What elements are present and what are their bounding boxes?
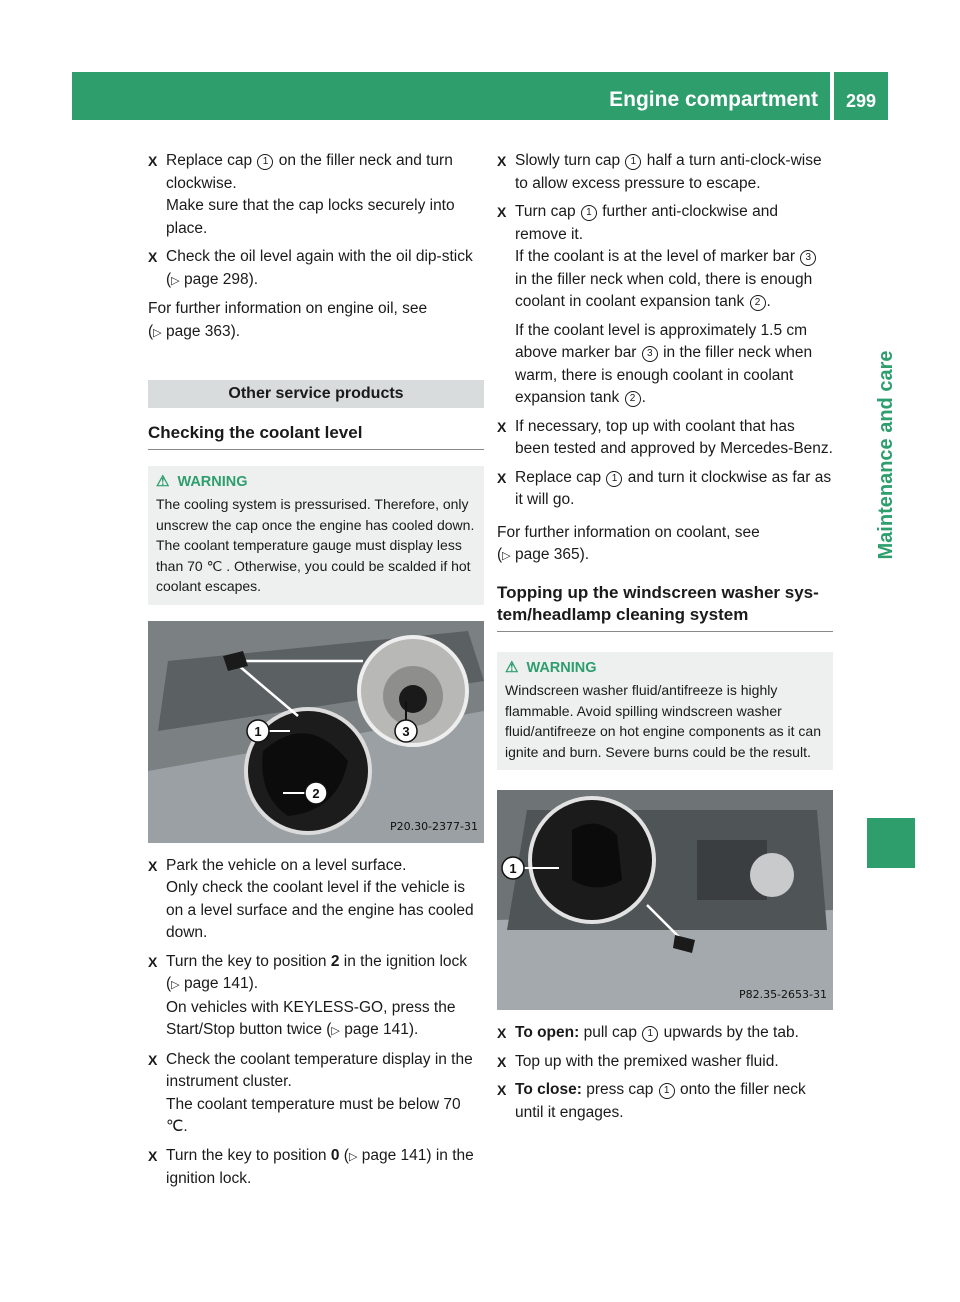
warning-box bbox=[497, 652, 833, 771]
coolant-photo bbox=[148, 621, 484, 843]
step-text: and turn it clockwise as far as it will go. bbox=[515, 468, 832, 508]
step-text: on the filler neck and turn clockwise. bbox=[166, 152, 453, 192]
step-text: onto the filler neck until it engages. bbox=[515, 1081, 806, 1121]
callout-1-icon: 1 bbox=[257, 154, 273, 170]
step-x-icon: X bbox=[148, 153, 158, 169]
step-replace-oil-cap bbox=[148, 150, 484, 240]
washer-photo bbox=[497, 790, 833, 1010]
photo-code: P20.30-2377-31 bbox=[389, 820, 478, 833]
step-x-icon: X bbox=[497, 204, 507, 220]
step-x-icon: X bbox=[497, 469, 507, 486]
step-open-washer-cap bbox=[497, 1022, 833, 1045]
coolant-photo-image bbox=[148, 621, 484, 843]
step-text: Check the oil level again with the oil dip-stick ( bbox=[166, 248, 473, 288]
step-text: Turn the key to position bbox=[166, 952, 331, 970]
step-check-oil bbox=[148, 246, 484, 292]
callout-3-icon: 3 bbox=[642, 346, 658, 362]
step-check-temperature bbox=[148, 1049, 484, 1139]
step-text: Check the coolant temperature display in the instrument cluster. bbox=[166, 1050, 473, 1090]
paragraph-text: For further information on coolant, see bbox=[497, 523, 760, 541]
step-x-icon: X bbox=[148, 1051, 158, 1068]
page-reference[interactable]: page 141) in the ignition lock. bbox=[166, 1146, 474, 1187]
step-x-icon: X bbox=[497, 1053, 507, 1070]
step-text: upwards by the tab. bbox=[659, 1024, 799, 1041]
step-detail: The coolant temperature must be below 70 ℃. bbox=[166, 1095, 461, 1135]
side-tab bbox=[848, 205, 900, 705]
page-number: 299 bbox=[845, 91, 877, 111]
step-detail: in the filler neck when warm, there is enough coolant in coolant expansion tank bbox=[515, 344, 813, 406]
warning-text: Windscreen washer fluid/antifreeze is highly flammable. Avoid spilling windscreen washer fluid/antifreeze on hot engine components as it can ignite and burn. Severe burns could be the result. bbox=[505, 682, 821, 760]
section-heading: Topping up the windscreen washer sys-tem/headlamp cleaning system bbox=[497, 582, 833, 632]
bar-heading: Other service products bbox=[148, 380, 484, 408]
step-text: further anti-clockwise and remove it. bbox=[515, 203, 778, 243]
step-text: Park the vehicle on a level surface. bbox=[166, 856, 407, 874]
step-text: Slowly turn cap bbox=[515, 152, 625, 169]
step-park-vehicle bbox=[148, 855, 484, 945]
step-top-up-washer bbox=[497, 1051, 833, 1074]
key-position: 2 bbox=[330, 952, 340, 970]
step-turn-cap-half bbox=[497, 150, 833, 195]
washer-photo-image bbox=[497, 790, 833, 1010]
step-turn-key-0 bbox=[148, 1145, 484, 1191]
step-remove-cap bbox=[497, 201, 833, 410]
page-ref-arrow-icon: ▷ bbox=[348, 1150, 358, 1163]
callout-1-icon: 1 bbox=[642, 1026, 658, 1042]
step-text: Turn cap bbox=[515, 203, 580, 220]
svg-text:2: 2 bbox=[312, 785, 320, 801]
warning-box bbox=[148, 466, 484, 605]
warning-title: WARNING bbox=[526, 659, 597, 676]
callout-1-icon: 1 bbox=[659, 1083, 675, 1099]
step-detail: Only check the coolant level if the vehicle is on a level surface and the engine has cooled down. bbox=[166, 879, 474, 941]
step-text: Replace cap bbox=[166, 152, 257, 169]
step-text: press cap bbox=[581, 1081, 658, 1098]
callout-2-icon: 2 bbox=[750, 295, 766, 311]
step-x-icon: X bbox=[497, 153, 507, 169]
right-column bbox=[497, 150, 833, 1130]
step-detail: in the filler neck when cold, there is enough coolant in coolant expansion tank bbox=[515, 270, 813, 310]
step-text: in the ignition lock ( bbox=[166, 952, 468, 992]
further-info-oil: For further information on engine oil, see (▷ page 363). bbox=[148, 298, 484, 344]
page-ref-arrow-icon: ▷ bbox=[171, 979, 180, 991]
header-bar bbox=[72, 72, 830, 120]
step-x-icon: X bbox=[497, 1082, 507, 1098]
step-x-icon: X bbox=[148, 953, 158, 970]
side-tab-label: Maintenance and care bbox=[875, 350, 897, 560]
page-reference[interactable]: page 363). bbox=[165, 322, 241, 340]
section-heading: Checking the coolant level bbox=[148, 422, 484, 450]
step-text: ( bbox=[339, 1146, 349, 1164]
page-ref-arrow-icon: ▷ bbox=[502, 550, 511, 562]
callout-2-icon: 2 bbox=[625, 391, 641, 407]
photo-code: P82.35-2653-31 bbox=[738, 987, 827, 1001]
step-label: To close: bbox=[515, 1081, 582, 1098]
page-reference[interactable]: page 141). bbox=[344, 1021, 419, 1038]
step-turn-key-2 bbox=[148, 951, 484, 1043]
step-text: Top up with the premixed washer fluid. bbox=[515, 1052, 779, 1070]
page-reference[interactable]: page 141). bbox=[183, 975, 259, 992]
step-detail: If the coolant is at the level of marker bar bbox=[515, 248, 800, 265]
step-replace-coolant-cap bbox=[497, 467, 833, 512]
step-x-icon: X bbox=[497, 418, 507, 435]
svg-text:1: 1 bbox=[509, 861, 517, 876]
step-x-icon: X bbox=[148, 857, 158, 874]
page-reference[interactable]: page 298). bbox=[183, 270, 259, 288]
callout-3-icon: 3 bbox=[800, 250, 816, 266]
page-ref-arrow-icon: ▷ bbox=[331, 1025, 340, 1037]
page-title: Engine compartment bbox=[609, 88, 818, 111]
step-text: pull cap bbox=[579, 1024, 642, 1041]
svg-text:3: 3 bbox=[402, 723, 410, 739]
step-text: Turn the key to position bbox=[166, 1146, 331, 1164]
warning-title: WARNING bbox=[177, 473, 248, 490]
callout-1-icon: 1 bbox=[625, 154, 641, 170]
key-position: 0 bbox=[330, 1146, 340, 1164]
paragraph-text: For further information on engine oil, see bbox=[148, 300, 428, 317]
left-column bbox=[148, 150, 484, 1197]
step-x-icon: X bbox=[148, 1147, 158, 1164]
step-x-icon: X bbox=[497, 1025, 507, 1041]
step-close-washer-cap bbox=[497, 1079, 833, 1124]
step-detail: On vehicles with KEYLESS-GO, press the Start/Stop button twice ( bbox=[166, 998, 456, 1038]
step-detail: . bbox=[766, 293, 771, 310]
step-text: If necessary, top up with coolant that has been tested and approved by Mercedes-Benz. bbox=[515, 417, 833, 457]
further-info-coolant: For further information on coolant, see (▷ page 365). bbox=[497, 522, 833, 568]
callout-1-icon: 1 bbox=[581, 205, 597, 221]
page-reference[interactable]: page 365). bbox=[514, 546, 590, 563]
page-ref-arrow-icon: ▷ bbox=[171, 274, 180, 287]
step-detail: . bbox=[641, 389, 646, 406]
page-ref-arrow-icon: ▷ bbox=[153, 326, 162, 339]
step-detail: If the coolant level is approximately 1.5 cm above marker bar bbox=[515, 321, 808, 361]
svg-text:1: 1 bbox=[254, 723, 262, 739]
step-label: To open: bbox=[515, 1024, 580, 1041]
warning-triangle-icon: ⚠ bbox=[505, 658, 519, 676]
side-tab-block bbox=[867, 818, 915, 868]
step-text: Replace cap bbox=[515, 468, 606, 486]
callout-1-icon: 1 bbox=[606, 471, 622, 487]
page-number-box bbox=[834, 72, 888, 120]
step-text: half a turn anti-clock-wise to allow excess pressure to escape. bbox=[515, 152, 822, 192]
step-detail: Make sure that the cap locks securely into place. bbox=[166, 197, 455, 237]
warning-text: The cooling system is pressurised. Therefore, only unscrew the cap once the engine has cooled down. The coolant temperature gauge must display less than 70 ℃ . Otherwise, you could be scalded if hot coolant escapes. bbox=[156, 496, 475, 594]
warning-triangle-icon: ⚠ bbox=[156, 472, 170, 490]
step-top-up-coolant bbox=[497, 416, 833, 461]
step-x-icon: X bbox=[148, 249, 158, 265]
